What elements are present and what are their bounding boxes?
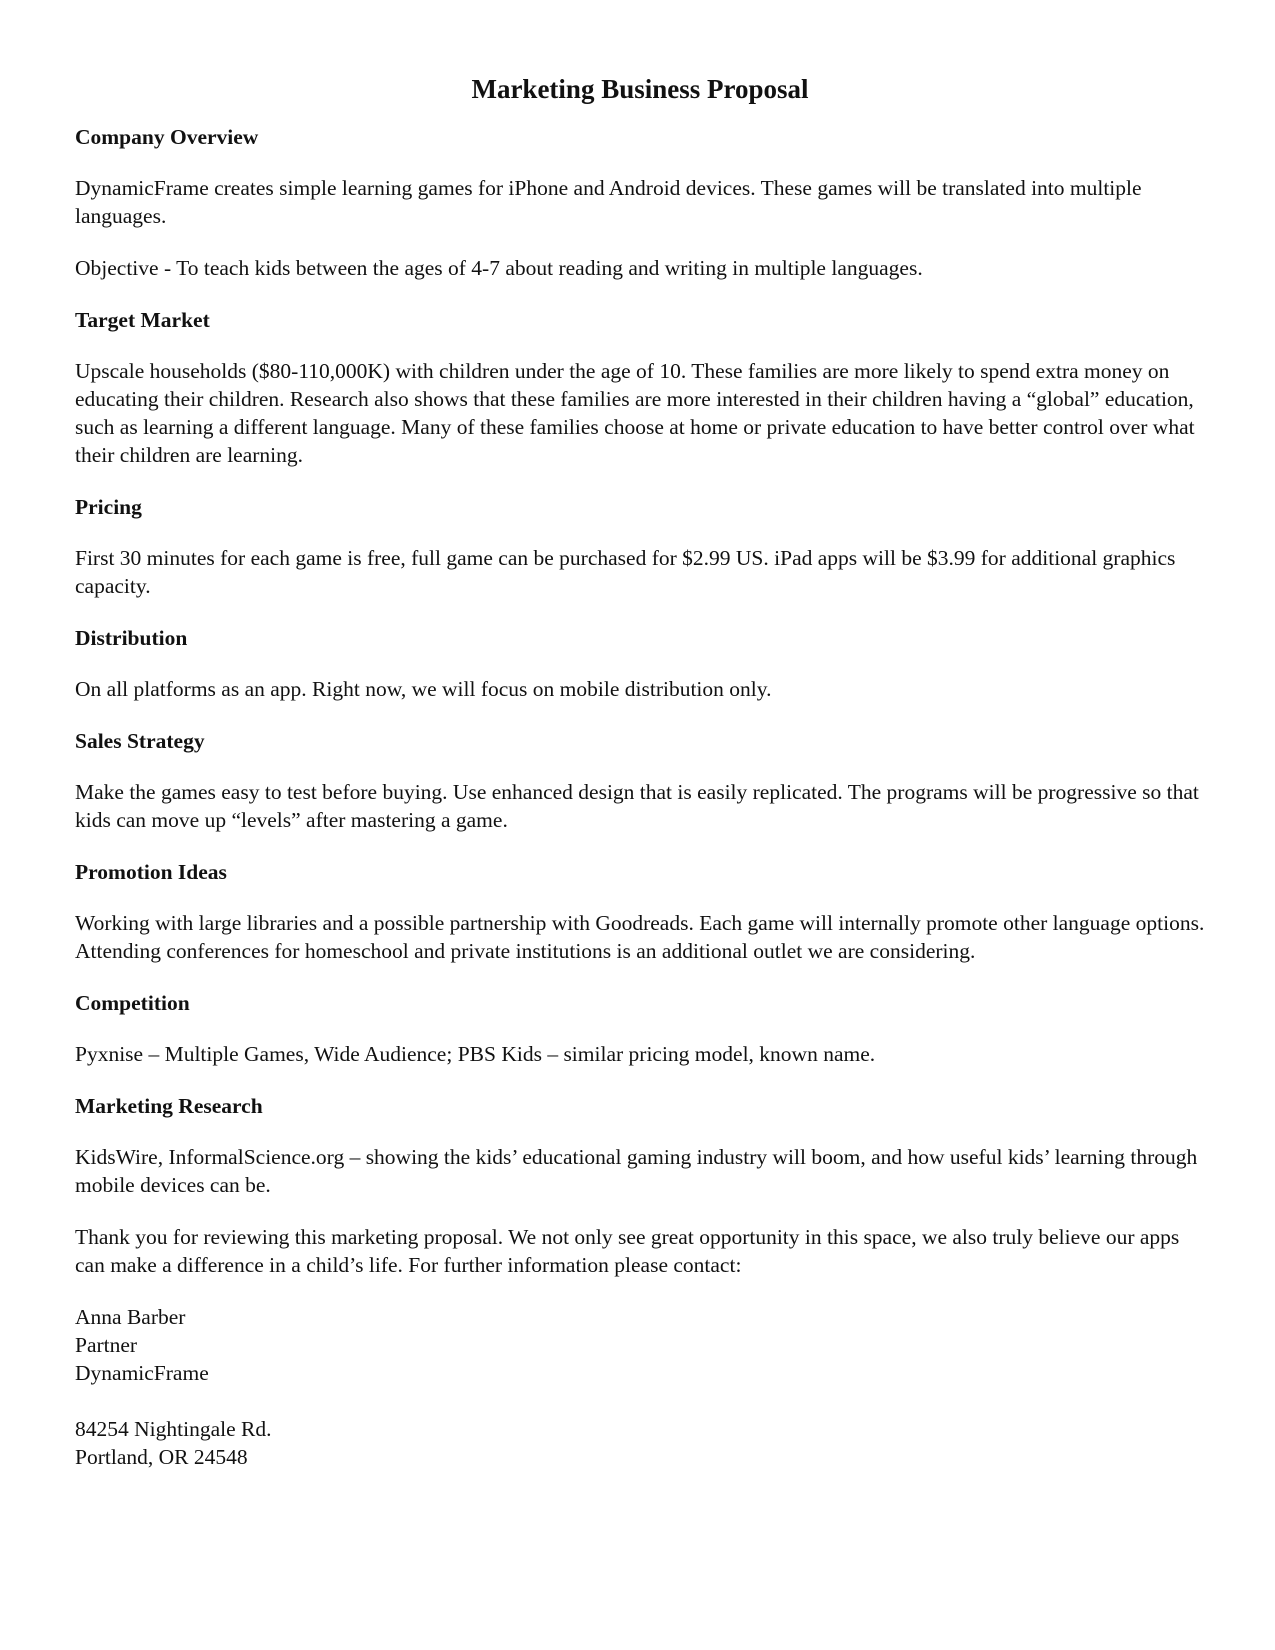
contact-role: Partner	[75, 1333, 138, 1357]
section-distribution	[75, 624, 1205, 703]
section-heading: Promotion Ideas	[75, 860, 227, 884]
section-heading: Sales Strategy	[75, 729, 205, 753]
section-heading: Pricing	[75, 495, 142, 519]
section-pricing	[75, 493, 1205, 600]
paragraph: On all platforms as an app. Right now, we will focus on mobile distribution only.	[75, 677, 772, 701]
section-heading: Competition	[75, 991, 190, 1015]
paragraph: Working with large libraries and a possible partnership with Goodreads. Each game will internally promote other language options. Attending conferences for homeschool and private institutions is an additional outlet we are considering.	[75, 911, 1205, 963]
paragraph: DynamicFrame creates simple learning games for iPhone and Android devices. These games will be translated into multiple languages.	[75, 176, 1142, 228]
section-heading: Marketing Research	[75, 1094, 263, 1118]
paragraph: KidsWire, InformalScience.org – showing the kids’ educational gaming industry will boom, and how useful kids’ learning through mobile devices can be.	[75, 1145, 1198, 1197]
paragraph: First 30 minutes for each game is free, full game can be purchased for $2.99 US. iPad apps will be $3.99 for additional graphics capacity.	[75, 546, 1176, 598]
section-company-overview	[75, 123, 1205, 282]
section-marketing-research	[75, 1092, 1205, 1279]
document-title: Marketing Business Proposal	[471, 74, 809, 104]
paragraph: Make the games easy to test before buying. Use enhanced design that is easily replicated. The programs will be progressive so that kids can move up “levels” after mastering a game.	[75, 780, 1199, 832]
paragraph: Upscale households ($80-110,000K) with children under the age of 10. These families are more likely to spend extra money on educating their children. Research also shows that these families are more interested in their children having a “global” education, such as learning a different language. Many of these families choose at home or private education to have better control over what their children are learning.	[75, 359, 1195, 467]
paragraph: Thank you for reviewing this marketing proposal. We not only see great opportunity in this space, we also truly believe our apps can make a difference in a child’s life. For further information please contact:	[75, 1225, 1180, 1277]
section-target-market	[75, 306, 1205, 469]
section-sales-strategy	[75, 727, 1205, 834]
contact-name: Anna Barber	[75, 1305, 186, 1329]
section-promotion-ideas	[75, 858, 1205, 965]
document-page	[75, 72, 1205, 1499]
address-city: Portland, OR 24548	[75, 1445, 248, 1469]
paragraph: Objective - To teach kids between the ages of 4-7 about reading and writing in multiple languages.	[75, 256, 923, 280]
contact-company: DynamicFrame	[75, 1361, 209, 1385]
address-block	[75, 1415, 1205, 1471]
section-heading: Target Market	[75, 308, 210, 332]
address-street: 84254 Nightingale Rd.	[75, 1417, 272, 1441]
paragraph: Pyxnise – Multiple Games, Wide Audience; PBS Kids – similar pricing model, known name.	[75, 1042, 876, 1066]
section-heading: Company Overview	[75, 125, 259, 149]
contact-block	[75, 1303, 1205, 1387]
section-competition	[75, 989, 1205, 1068]
section-heading: Distribution	[75, 626, 188, 650]
